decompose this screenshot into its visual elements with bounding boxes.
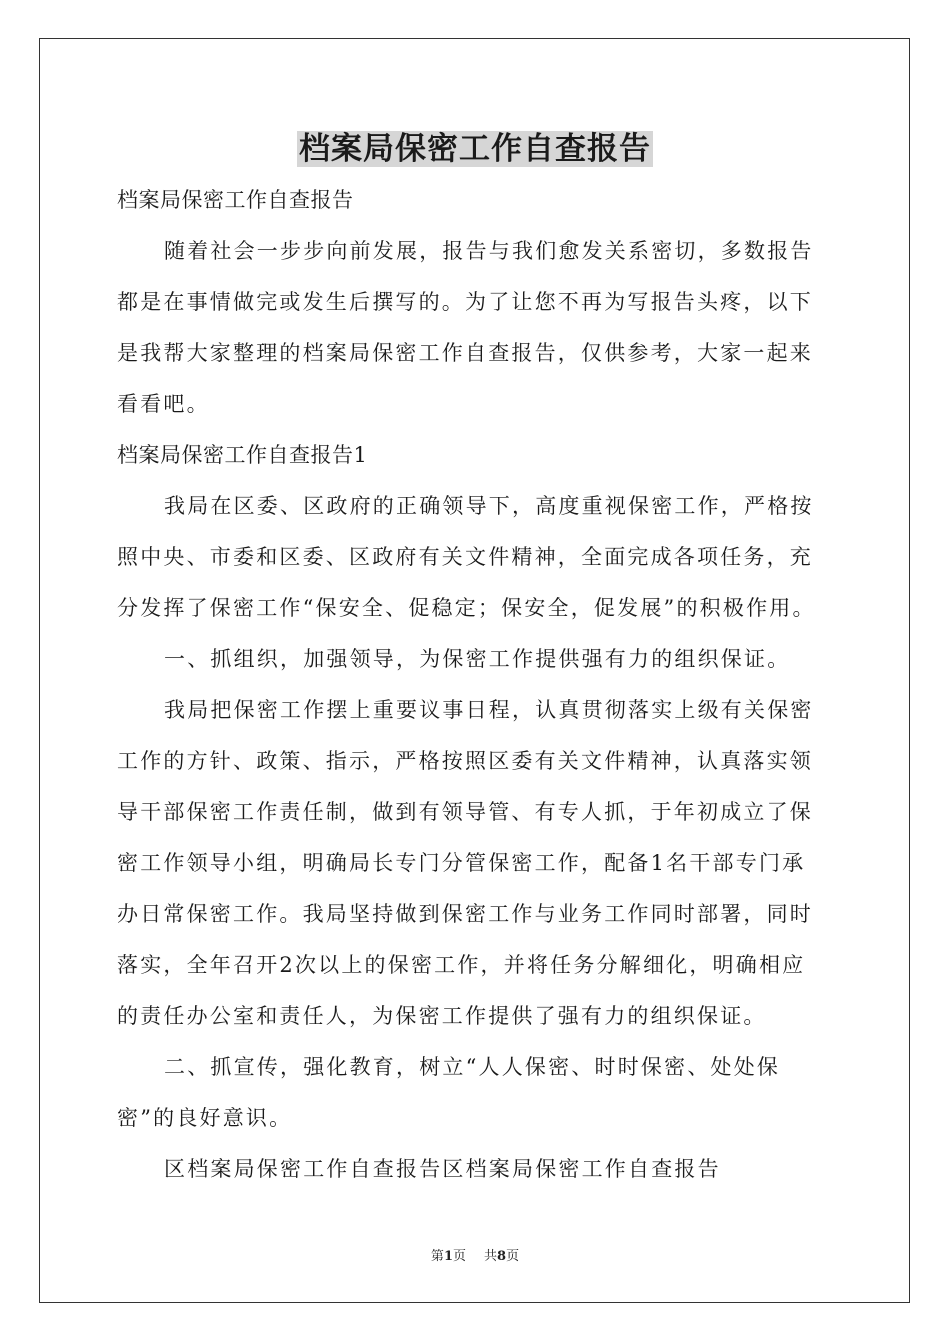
paragraph-line: 分发挥了保密工作“保安全、促稳定；保安全，促发展”的积极作用。 xyxy=(117,596,816,620)
paragraph-line: 办日常保密工作。我局坚持做到保密工作与业务工作同时部署，同时 xyxy=(117,902,813,926)
page-footer xyxy=(0,1248,950,1266)
paragraph-line: 密”的良好意识。 xyxy=(117,1106,293,1130)
title-text: 档案局保密工作自查报告 xyxy=(299,131,651,167)
footer-total-suffix: 页 xyxy=(506,1249,520,1264)
page-number: 1 xyxy=(443,1249,453,1264)
paragraph-line: 密工作领导小组，明确局长专门分管保密工作，配备1名干部专门承 xyxy=(117,851,806,875)
paragraph-line: 二、抓宣传，强化教育，树立“人人保密、时时保密、处处保 xyxy=(164,1055,781,1079)
page-total: 8 xyxy=(497,1249,507,1264)
section-heading: 档案局保密工作自查报告1 xyxy=(117,443,368,467)
subtitle-line: 档案局保密工作自查报告 xyxy=(117,188,354,212)
paragraph-line: 都是在事情做完或发生后撰写的。为了让您不再为写报告头疼，以下 xyxy=(117,290,813,314)
footer-total-prefix: 共 xyxy=(484,1249,498,1264)
paragraph-line: 我局把保密工作摆上重要议事日程，认真贯彻落实上级有关保密 xyxy=(164,698,814,722)
paragraph-line: 的责任办公室和责任人，为保密工作提供了强有力的组织保证。 xyxy=(117,1004,767,1028)
paragraph-line: 一、抓组织，加强领导，为保密工作提供强有力的组织保证。 xyxy=(164,647,791,671)
paragraph-line: 导干部保密工作责任制，做到有领导管、有专人抓，于年初成立了保 xyxy=(117,800,813,824)
document-body xyxy=(117,175,833,1195)
footer-prefix: 第 xyxy=(430,1249,444,1264)
paragraph-line: 区档案局保密工作自查报告区档案局保密工作自查报告 xyxy=(164,1157,721,1181)
paragraph-line: 我局在区委、区政府的正确领导下，高度重视保密工作，严格按 xyxy=(164,494,814,518)
paragraph-line: 照中央、市委和区委、区政府有关文件精神，全面完成各项任务，充 xyxy=(117,545,813,569)
document-title xyxy=(0,124,950,174)
paragraph-line: 随着社会一步步向前发展，报告与我们愈发关系密切，多数报告 xyxy=(164,239,814,263)
paragraph-line: 看看吧。 xyxy=(117,392,210,416)
paragraph-line: 工作的方针、政策、指示，严格按照区委有关文件精神，认真落实领 xyxy=(117,749,813,773)
paragraph-line: 落实，全年召开2次以上的保密工作，并将任务分解细化，明确相应 xyxy=(117,953,806,977)
footer-page-suffix: 页 xyxy=(452,1249,466,1264)
paragraph-line: 是我帮大家整理的档案局保密工作自查报告，仅供参考，大家一起来 xyxy=(117,341,813,365)
